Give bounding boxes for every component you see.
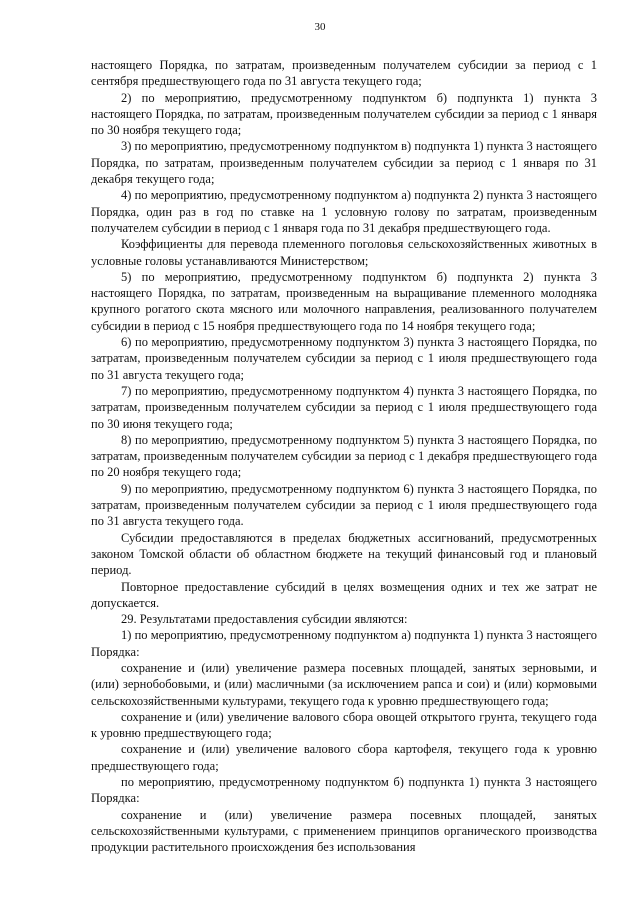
paragraph: настоящего Порядка, по затратам, произведенным получателем субсидии за период с 1 сентября предшествующего года по 31 августа текущего года; — [91, 58, 597, 89]
paragraph: 2) по мероприятию, предусмотренному подпунктом б) подпункта 1) пункта 3 настоящего Порядка, по затратам, произведенным получателем субсидии за период с 1 января по 30 ноября текущего года; — [91, 90, 597, 138]
page-number: 30 — [314, 21, 326, 33]
paragraph: сохранение и (или) увеличение валового сбора овощей открытого грунта, текущего года к уровню предшествующего года; — [91, 709, 597, 741]
paragraph: Повторное предоставление субсидий в целях возмещения одних и тех же затрат не допускается. — [91, 579, 597, 610]
paragraph: 6) по мероприятию, предусмотренному подпунктом 3) пункта 3 настоящего Порядка, по затратам, произведенным получателем субсидии за период с 1 июля предшествующего года по 31 августа текущего года; — [91, 335, 597, 382]
paragraph: 29. Результатами предоставления субсидии являются: — [121, 612, 408, 627]
paragraph: 5) по мероприятию, предусмотренному подпунктом б) подпункта 2) пункта 3 настоящего Порядка, по затратам, произведенным на выращивание племенного молодняка крупного рогатого скота мясного или молочного направления, реализованного получателем субсидии в период с 15 ноября предшествующего года по 14 ноября текущего года; — [91, 269, 597, 333]
document-body — [91, 57, 597, 856]
paragraph: по мероприятию, предусмотренному подпунктом б) подпункта 1) пункта 3 настоящего Порядка: — [91, 775, 597, 806]
paragraph: 9) по мероприятию, предусмотренному подпунктом 6) пункта 3 настоящего Порядка, по затратам, произведенным получателем субсидии за период с 1 июля предшествующего года по 31 августа текущего года. — [91, 481, 597, 529]
paragraph: 3) по мероприятию, предусмотренному подпунктом в) подпункта 1) пункта 3 настоящего Порядка, по затратам, произведенным получателем субсидии за период с 1 января по 31 декабря текущего года; — [91, 139, 597, 187]
paragraph: 7) по мероприятию, предусмотренному подпунктом 4) пункта 3 настоящего Порядка, по затратам, произведенным получателем субсидии за период с 1 июля предшествующего года по 30 июня текущего года; — [91, 383, 597, 431]
paragraph: 8) по мероприятию, предусмотренному подпунктом 5) пункта 3 настоящего Порядка, по затратам, произведенным получателем субсидии за период с 1 декабря предшествующего года по 20 ноября текущего года; — [91, 432, 597, 480]
paragraph: 4) по мероприятию, предусмотренному подпунктом а) подпункта 2) пункта 3 настоящего Порядка, один раз в год по ставке на 1 условную голову по затратам, произведенным получателем субсидии в период с 1 января года по 31 декабря предшествующего года. — [91, 188, 597, 235]
paragraph: сохранение и (или) увеличение размера посевных площадей, занятых зерновыми, и (или) зернобобовыми, и (или) масличными (за исключением рапса и сои) и (или) кормовыми сельскохозяйственными культурами, текущего года к уровню предшествующего года; — [91, 660, 597, 708]
paragraph: 1) по мероприятию, предусмотренному подпунктом а) подпункта 1) пункта 3 настоящего Порядка: — [91, 628, 597, 659]
paragraph: сохранение и (или) увеличение валового сбора картофеля, текущего года к уровню предшествующего года; — [91, 742, 597, 773]
paragraph: Субсидии предоставляются в пределах бюджетных ассигнований, предусмотренных законом Томской области об областном бюджете на текущий финансовый год и плановый период. — [91, 530, 597, 578]
paragraph: Коэффициенты для перевода племенного поголовья сельскохозяйственных животных в условные головы устанавливаются Министерством; — [91, 237, 597, 268]
paragraph: сохранение и (или) увеличение размера посевных площадей, занятых сельскохозяйственными культурами, с применением принципов органического производства продукции растительного происхождения без использования — [91, 807, 597, 855]
